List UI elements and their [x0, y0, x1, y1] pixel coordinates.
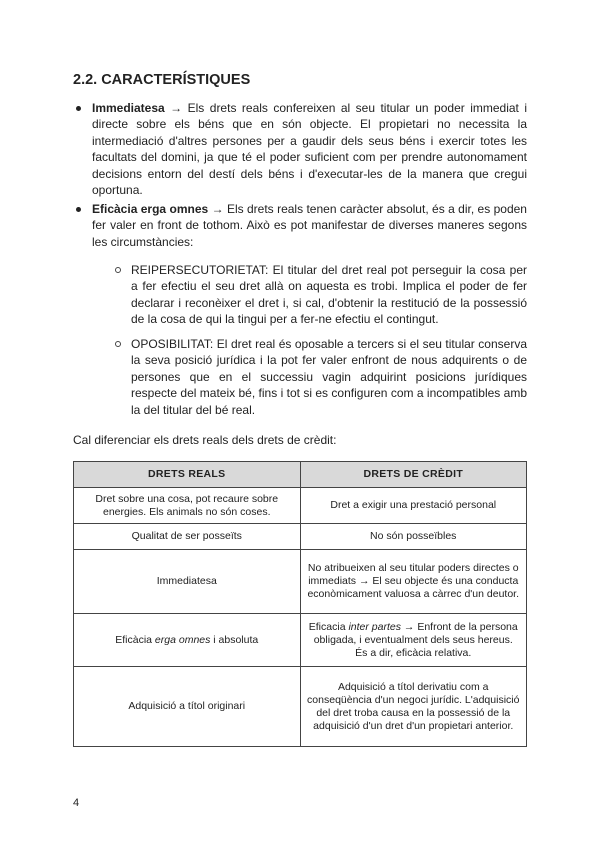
bullet-paragraph	[92, 100, 527, 198]
cell-text: i absoluta	[210, 633, 259, 646]
cell-credit: No atribueixen al seu titular poders directes o immediats → El seu objecte és una conducta econòmicament valuosa a càrrec d'un deutor.	[300, 550, 527, 614]
cell-credit: No són posseïbles	[300, 524, 527, 550]
bullet-dot	[76, 207, 81, 212]
subitem-text: OPOSIBILITAT: El dret real és oposable a tercers si el seu titular conserva la seva posició jurídica i la pot fer valer enfront de nous adquirents o de persones que en el successiu vagin adquirint posicions jurídiques respecte del mateix bé, fins i tot si es configuren com a incompatibles amb la del titular del bé real.	[131, 337, 527, 417]
section-title: 2.2. CARACTERÍSTIQUES	[73, 72, 251, 88]
sub-bullet-circle	[115, 341, 121, 347]
page-number: 4	[73, 797, 80, 809]
table-row	[74, 667, 527, 747]
subitem-text: REIPERSECUTORIETAT: El titular del dret real pot perseguir la cosa per a fer efectiu el seu dret allà on aquesta es trobi. Implica el poder de fer declarar i reconèixer el dret i, si cal, d'obtenir la restitució de la possessió de la cosa de qui la tingui per a fer-ne efectiu el contingut.	[131, 263, 527, 327]
bullet-term: Immediatesa	[92, 101, 165, 115]
table-header-row	[74, 462, 527, 488]
cell-credit	[300, 614, 527, 667]
table-row	[74, 488, 527, 524]
subitem-oposibilitat	[131, 336, 527, 418]
cell-text: Eficàcia	[115, 633, 155, 646]
cell-italic: erga omnes	[154, 633, 211, 646]
cell-real: Adquisició a títol originari	[74, 667, 301, 747]
bullet-immediatesa	[92, 100, 527, 198]
cell-real: Immediatesa	[74, 550, 301, 614]
arrow: →	[211, 202, 224, 216]
table-row	[74, 524, 527, 550]
table-row	[74, 550, 527, 614]
bullet-text: Els drets reals confereixen al seu titular un poder immediat i directe sobre els béns que en són objecte. El propietari no necessita la intermediació d'altres persones per a gaudir dels seus béns i exercir totes les facultats del domini, ja que té el poder suficient com per prendre autonomament decisions entorn del destí dels béns i d'executar-les de la manera que cregui oportuna.	[92, 101, 528, 198]
arrow: →	[170, 101, 183, 115]
sub-bullet-circle	[115, 267, 121, 273]
cell-credit: Dret a exigir una prestació personal	[300, 488, 527, 524]
cell-text: → Enfront de la persona obligada, i eventualment dels seus hereus. És a dir, eficàcia relativa.	[313, 620, 518, 659]
bullet-text: Els drets reals tenen caràcter absolut, és a dir, es poden fer valer en front de tothom. Això es pot manifestar de diverses maneres segons les circumstàncies:	[92, 202, 527, 249]
header-drets-credit: DRETS DE CRÈDIT	[300, 462, 527, 488]
subitem-reipersecutorietat	[131, 262, 527, 328]
bullet-term: Eficàcia erga omnes	[92, 202, 209, 216]
cell-real: Qualitat de ser posseïts	[74, 524, 301, 550]
cell-real	[74, 614, 301, 667]
bullet-eficacia	[92, 201, 527, 250]
table-intro: Cal diferenciar els drets reals dels drets de crèdit:	[73, 433, 337, 447]
cell-italic: inter partes	[348, 620, 401, 633]
comparison-table	[73, 461, 527, 747]
header-drets-reals: DRETS REALS	[74, 462, 301, 488]
table-row	[74, 614, 527, 667]
cell-real: Dret sobre una cosa, pot recaure sobre energies. Els animals no són coses.	[74, 488, 301, 524]
cell-text: Eficacia	[308, 620, 349, 633]
bullet-dot	[76, 106, 81, 111]
cell-credit: Adquisició a títol derivatiu com a conseqüència d'un negoci jurídic. L'adquisició del dret troba causa en la possessió de la adquisició d'un dret d'un propietari anterior.	[300, 667, 527, 747]
bullet-paragraph	[92, 201, 527, 250]
